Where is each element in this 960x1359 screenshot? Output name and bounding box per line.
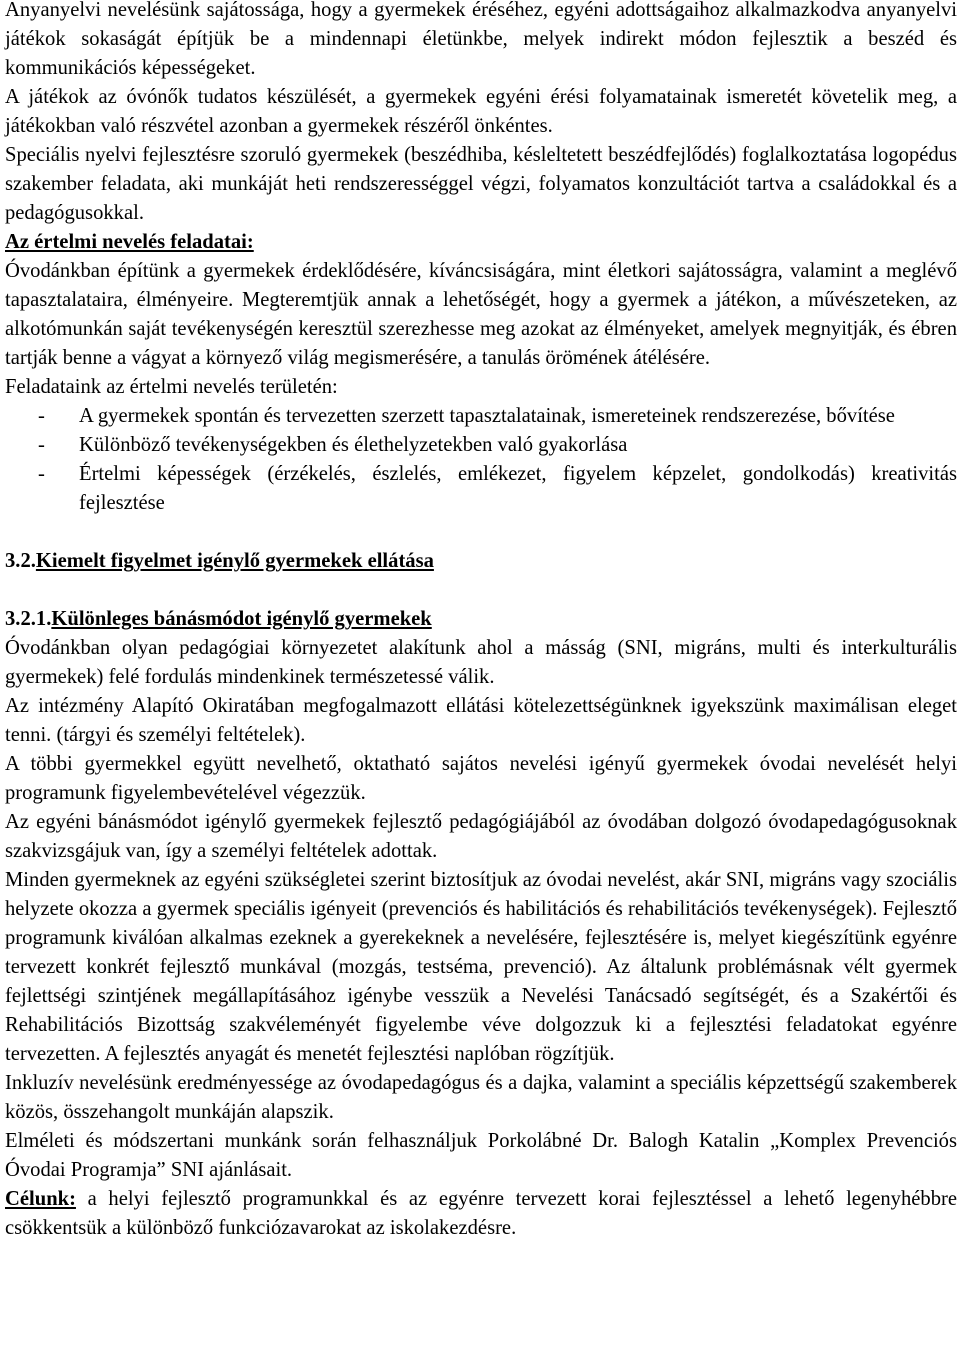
paragraph-speech-therapy: Speciális nyelvi fejlesztésre szoruló gyermekek (beszédhiba, késleltetett beszédfejlődés) foglalkoztatása logopédus szakember feladata, aki munkáját heti rendszerességgel végzi, folyamatos konzultációt tartva a családokkal és a pedagógusokkal.: [5, 144, 957, 224]
paragraph-diversity: Óvodánkban olyan pedagógiai környezetet alakítunk ahol a másság (SNI, migráns, multi és interkulturális gyermekek) felé fordulás mindenkinek természetessé válik.: [5, 637, 957, 688]
goal-text: a helyi fejlesztő programunkkal és az egyénre tervezett korai fejlesztéssel a lehető legenyhébbre csökkentsük a különböző funkciózavarokat az iskolakezdésre.: [5, 1188, 957, 1239]
dash-bullet: -: [38, 405, 45, 427]
paragraph-inclusive: Inkluzív nevelésünk eredményessége az óvodapedagógus és a dajka, valamint a speciális képzettségű szakemberek közös, összehangolt munkáján alapszik.: [5, 1072, 957, 1123]
task-text: A gyermekek spontán és tervezetten szerzett tapasztalatainak, ismereteinek rendszerezése, bővítése: [79, 405, 895, 427]
dash-bullet: -: [38, 434, 45, 456]
tasks-list: [5, 402, 957, 518]
paragraph-founding-document: Az intézmény Alapító Okiratában megfogalmazott ellátási kötelezettségünknek igyekszünk maximálisan eleget tenni. (tárgyi és személyi feltételek).: [5, 695, 957, 746]
section-3-2-heading: [5, 547, 957, 576]
dash-bullet: -: [38, 463, 45, 485]
goal-label: Célunk:: [5, 1188, 76, 1210]
paragraph-goal: [5, 1185, 957, 1243]
paragraph-individual-needs: Minden gyermeknek az egyéni szükségletei szerint biztosítjuk az óvodai nevelést, akár SNI, migráns vagy szociális helyzete okozza a gyermek speciális igényeit (prevenciós és habilitációs és rehabilitációs tevékenységek). Fejlesztő programunk kiválóan alkalmas ezeknek a gyerekeknek a nevelésére, fejlesztésére is, melyet kiegészítünk egyénre tervezett konkrét fejlesztő munkával (mozgás, testséma, prevenció). Az általunk problémásnak vélt gyermek fejlettségi szintjének megállapításához igénybe vesszük a Nevelési Tanácsadó segítségét, és a Szakértői és Rehabilitációs Bizottság szakvéleményét figyelembe véve dolgozzuk ki a fejlesztési feladatokat egyénre tervezetten. A fejlesztés anyagát és menetét fejlesztési naplóban rögzítjük.: [5, 869, 957, 1065]
paragraph-methodology: Elméleti és módszertani munkánk során felhasználjuk Porkolábné Dr. Balogh Katalin „Komplex Prevenciós Óvodai Programja” SNI ajánlásait.: [5, 1130, 957, 1181]
section-number: 3.2.: [5, 550, 36, 572]
spacer: [5, 518, 957, 547]
section-3-2-1-heading: [5, 605, 957, 634]
tasks-intro: Feladataink az értelmi nevelés területén:: [5, 376, 338, 398]
paragraph-native-language: Anyanyelvi nevelésünk sajátossága, hogy a gyermekek éréséhez, egyéni adottságaihoz alkalmazkodva anyanyelvi játékok sokaságát építjük be a mindennapi életünkbe, melyek indirekt módon fejlesztik a beszéd és kommunikációs képességeket.: [5, 0, 957, 79]
paragraph-games: A játékok az óvónők tudatos készülését, a gyermekek egyéni érési folyamatainak ismeretét követelik meg, a játékokban való részvétel azonban a gyermekek részéről önkéntes.: [5, 86, 957, 137]
list-item: [5, 431, 957, 460]
section-title: Kiemelt figyelmet igénylő gyermekek ellátása: [35, 550, 434, 572]
section-title: Különleges bánásmódot igénylő gyermekek: [51, 608, 432, 630]
task-text: Értelmi képességek (érzékelés, észlelés, emlékezet, figyelem képzelet, gondolkodás) kreativitás fejlesztése: [79, 463, 957, 514]
spacer: [5, 576, 957, 605]
intellectual-heading: Az értelmi nevelés feladatai:: [5, 231, 254, 253]
paragraph-staff-qualification: Az egyéni bánásmódot igénylő gyermekek fejlesztő pedagógiájából az óvodában dolgozó óvodapedagógusoknak szakvizsgájuk van, így a személyi feltételek adottak.: [5, 811, 957, 862]
intellectual-paragraph: Óvodánkban építünk a gyermekek érdeklődésére, kíváncsiságára, mint életkori sajátosságra, valamint a meglévő tapasztalataira, élményeire. Megteremtjük annak a lehetőségét, hogy a gyermek a játékon, a művészeteken, az alkotómunkán saját tevékenységén keresztül szerezhesse meg azokat az élményeket, amelyek megnyitják, és ébren tartják benne a vágyat a környező világ megismerésére, a tanulás örömének átélésére.: [5, 260, 957, 369]
list-item: [5, 402, 957, 431]
list-item: [5, 460, 957, 518]
paragraph-sen-children: A többi gyermekkel együtt nevelhető, oktatható sajátos nevelési igényű gyermekek óvodai nevelését helyi programunk figyelembevételével végezzük.: [5, 753, 957, 804]
task-text: Különböző tevékenységekben és élethelyzetekben való gyakorlása: [79, 434, 628, 456]
section-number: 3.2.1.: [5, 608, 52, 630]
